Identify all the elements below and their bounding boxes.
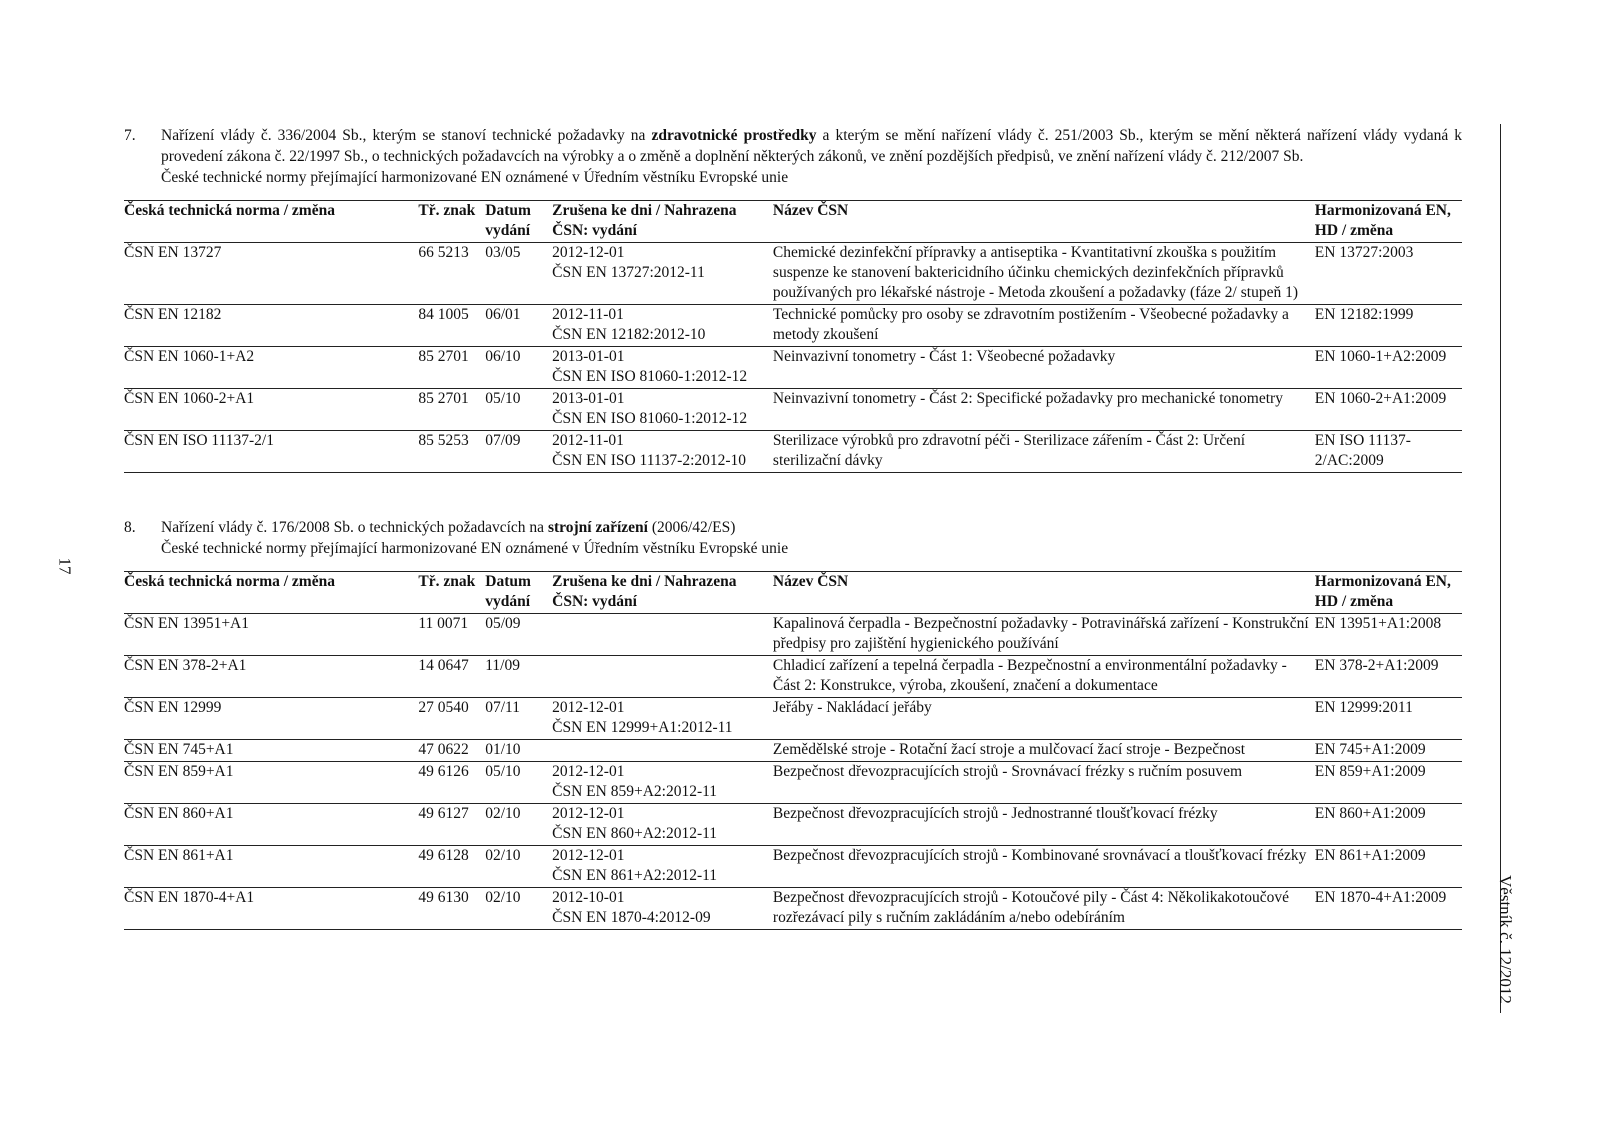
table-row xyxy=(124,614,1462,656)
cell-trida: 85 2701 xyxy=(418,390,469,407)
cell-harmonizovana: EN 1060-2+A1:2009 xyxy=(1314,390,1447,407)
section-subline: České technické normy přejímající harmonizované EN oznámené v Úředním věstníku Evropské unie xyxy=(161,540,789,557)
cell-norma: ČSN EN 859+A1 xyxy=(124,763,234,780)
cell-trida: 14 0647 xyxy=(418,657,469,674)
zrusena-date: 2012-12-01 xyxy=(552,244,625,261)
cell-harmonizovana: EN ISO 11137-2/AC:2009 xyxy=(1314,432,1411,469)
cell-datum: 06/01 xyxy=(485,306,521,323)
column-header-harm: Harmonizovaná EN, HD / změna xyxy=(1314,202,1451,239)
section-heading xyxy=(124,517,1462,559)
cell-zrusena xyxy=(552,888,773,930)
nahrazena-norm: ČSN EN 13727:2012-11 xyxy=(552,264,705,281)
column-header-zrusena: Zrušena ke dni / Nahrazena ČSN: vydání xyxy=(552,202,737,239)
zrusena-date: 2012-12-01 xyxy=(552,847,625,864)
cell-trida: 47 0622 xyxy=(418,741,469,758)
zrusena-date: 2012-12-01 xyxy=(552,805,625,822)
journal-title: Věstník č. 12/2012 xyxy=(1496,875,1515,1004)
table-row xyxy=(124,347,1462,389)
title-rest: (2006/42/ES) xyxy=(647,519,736,536)
page-number: 17 xyxy=(55,557,75,575)
cell-datum: 07/09 xyxy=(485,432,521,449)
table-row xyxy=(124,804,1462,846)
cell-zrusena xyxy=(552,804,773,846)
cell-zrusena xyxy=(552,305,773,347)
zrusena-date: 2012-12-01 xyxy=(552,763,625,780)
cell-nazev: Jeřáby - Nakládací jeřáby xyxy=(772,699,932,716)
cell-harmonizovana: EN 861+A1:2009 xyxy=(1314,847,1426,864)
zrusena-date: 2012-11-01 xyxy=(552,306,624,323)
cell-nazev: Neinvazivní tonometry - Část 1: Všeobecné požadavky xyxy=(772,348,1116,365)
cell-datum: 02/10 xyxy=(485,847,521,864)
cell-zrusena xyxy=(552,347,773,389)
cell-datum: 03/05 xyxy=(485,244,521,261)
cell-zrusena xyxy=(552,614,773,656)
table-row xyxy=(124,431,1462,473)
cell-nazev: Bezpečnost dřevozpracujících strojů - Srovnávací frézky s ručním posuvem xyxy=(772,763,1243,780)
zrusena-date: 2012-12-01 xyxy=(552,699,625,716)
cell-norma: ČSN EN 861+A1 xyxy=(124,847,234,864)
cell-datum: 02/10 xyxy=(485,889,521,906)
cell-harmonizovana: EN 1060-1+A2:2009 xyxy=(1314,348,1447,365)
cell-harmonizovana: EN 12999:2011 xyxy=(1314,699,1413,716)
cell-nazev: Bezpečnost dřevozpracujících strojů - Jednostranné tloušťkovací frézky xyxy=(772,805,1218,822)
cell-norma: ČSN EN 13951+A1 xyxy=(124,615,249,632)
cell-harmonizovana: EN 1870-4+A1:2009 xyxy=(1314,889,1447,906)
cell-nazev: Neinvazivní tonometry - Část 2: Specifické požadavky pro mechanické tonometry xyxy=(772,390,1283,407)
cell-datum: 07/11 xyxy=(485,699,520,716)
cell-trida: 49 6130 xyxy=(418,889,469,906)
title-lead: Nařízení vlády č. 176/2008 Sb. o technických požadavcích na xyxy=(161,519,548,536)
nahrazena-norm: ČSN EN ISO 81060-1:2012-12 xyxy=(552,368,748,385)
column-header-norma: Česká technická norma / změna xyxy=(124,202,335,219)
cell-harmonizovana: EN 745+A1:2009 xyxy=(1314,741,1426,758)
cell-norma: ČSN EN 1870-4+A1 xyxy=(124,889,255,906)
cell-nazev: Zemědělské stroje - Rotační žací stroje a mulčovací žací stroje - Bezpečnost xyxy=(772,741,1246,758)
table-row xyxy=(124,243,1462,305)
cell-harmonizovana: EN 13951+A1:2008 xyxy=(1314,615,1442,632)
cell-trida: 49 6126 xyxy=(418,763,469,780)
table-row xyxy=(124,656,1462,698)
cell-norma: ČSN EN 13727 xyxy=(124,244,222,261)
section-number: 7. xyxy=(124,127,136,144)
section-number: 8. xyxy=(124,519,136,536)
cell-zrusena xyxy=(552,243,773,305)
column-header-datum: Datum vydání xyxy=(485,573,531,610)
cell-nazev: Kapalinová čerpadla - Bezpečnostní požadavky - Potravinářská zařízení - Konstrukční předpisy pro zajištění hygienického používání xyxy=(772,615,1309,652)
section-title xyxy=(161,517,1462,559)
cell-trida: 49 6127 xyxy=(418,805,469,822)
nahrazena-norm: ČSN EN 12999+A1:2012-11 xyxy=(552,719,733,736)
standards-table xyxy=(124,571,1462,930)
cell-norma: ČSN EN 378-2+A1 xyxy=(124,657,247,674)
section-title xyxy=(161,125,1462,188)
column-header-nazev: Název ČSN xyxy=(772,202,849,219)
cell-norma: ČSN EN ISO 11137-2/1 xyxy=(124,432,274,449)
table-header xyxy=(124,572,1462,614)
column-header-nazev: Název ČSN xyxy=(772,573,849,590)
column-header-norma: Česká technická norma / změna xyxy=(124,573,335,590)
cell-zrusena xyxy=(552,846,773,888)
cell-nazev: Chemické dezinfekční přípravky a antiseptika - Kvantitativní zkouška s použitím suspenze ke stanovení baktericidního účinku chemických dezinfekčních přípravků používaných pro lékařské nástroje - Metoda zkoušení a požadavky (fáze 2/ stupeň 1) xyxy=(772,244,1298,301)
cell-trida: 49 6128 xyxy=(418,847,469,864)
cell-harmonizovana: EN 860+A1:2009 xyxy=(1314,805,1426,822)
cell-norma: ČSN EN 745+A1 xyxy=(124,741,234,758)
cell-norma: ČSN EN 860+A1 xyxy=(124,805,234,822)
cell-datum: 05/09 xyxy=(485,615,521,632)
cell-datum: 05/10 xyxy=(485,390,521,407)
cell-trida: 84 1005 xyxy=(418,306,469,323)
nahrazena-norm: ČSN EN 1870-4:2012-09 xyxy=(552,909,711,926)
table-row xyxy=(124,389,1462,431)
section-8 xyxy=(124,517,1462,930)
zrusena-date: 2012-11-01 xyxy=(552,432,624,449)
title-rest: a kterým se mění nařízení vlády č. 251/2003 Sb., kterým se mění některá nařízení vlády vydaná k provedení zákona č. 22/1997 Sb., o technických požadavcích na výrobky a o změně a doplnění některých zákonů, ve znění pozdějších předpisů, ve znění nařízení vlády č. 212/2007 Sb. xyxy=(161,127,1462,165)
cell-datum: 11/09 xyxy=(485,657,520,674)
cell-nazev: Bezpečnost dřevozpracujících strojů - Kombinované srovnávací a tloušťkovací frézky xyxy=(772,847,1307,864)
zrusena-date: 2012-10-01 xyxy=(552,889,625,906)
cell-trida: 66 5213 xyxy=(418,244,469,261)
cell-datum: 02/10 xyxy=(485,805,521,822)
cell-nazev: Chladicí zařízení a tepelná čerpadla - Bezpečnostní a environmentální požadavky - Část 2: Konstrukce, výroba, zkoušení, značení a dokumentace xyxy=(772,657,1287,694)
cell-zrusena xyxy=(552,431,773,473)
table-row xyxy=(124,305,1462,347)
table-row xyxy=(124,740,1462,762)
column-header-tr: Tř. znak xyxy=(418,573,476,590)
nahrazena-norm: ČSN EN 861+A2:2012-11 xyxy=(552,867,718,884)
cell-nazev: Technické pomůcky pro osoby se zdravotním postižením - Všeobecné požadavky a metody zkoušení xyxy=(772,306,1289,343)
table-row xyxy=(124,762,1462,804)
cell-datum: 05/10 xyxy=(485,763,521,780)
nahrazena-norm: ČSN EN 859+A2:2012-11 xyxy=(552,783,718,800)
cell-harmonizovana: EN 859+A1:2009 xyxy=(1314,763,1426,780)
section-subline: České technické normy přejímající harmonizované EN oznámené v Úředním věstníku Evropské unie xyxy=(161,169,789,186)
title-subject: zdravotnické prostředky xyxy=(651,127,817,144)
zrusena-date: 2013-01-01 xyxy=(552,390,625,407)
cell-datum: 06/10 xyxy=(485,348,521,365)
column-header-datum: Datum vydání xyxy=(485,202,531,239)
cell-datum: 01/10 xyxy=(485,741,521,758)
cell-harmonizovana: EN 378-2+A1:2009 xyxy=(1314,657,1439,674)
cell-nazev: Bezpečnost dřevozpracujících strojů - Kotoučové pily - Část 4: Několikakotoučové rozřezávací pily s ručním zakládáním a/nebo odebíráním xyxy=(772,889,1289,926)
nahrazena-norm: ČSN EN ISO 81060-1:2012-12 xyxy=(552,410,748,427)
cell-zrusena xyxy=(552,389,773,431)
cell-norma: ČSN EN 12182 xyxy=(124,306,222,323)
table-row xyxy=(124,846,1462,888)
title-subject: strojní zařízení xyxy=(547,519,648,536)
cell-zrusena xyxy=(552,740,773,762)
cell-harmonizovana: EN 12182:1999 xyxy=(1314,306,1414,323)
cell-trida: 27 0540 xyxy=(418,699,469,716)
nahrazena-norm: ČSN EN 860+A2:2012-11 xyxy=(552,825,718,842)
cell-nazev: Sterilizace výrobků pro zdravotní péči - Sterilizace zářením - Část 2: Určení sterilizační dávky xyxy=(772,432,1246,469)
column-header-zrusena: Zrušena ke dni / Nahrazena ČSN: vydání xyxy=(552,573,737,610)
table-row xyxy=(124,888,1462,930)
cell-harmonizovana: EN 13727:2003 xyxy=(1314,244,1414,261)
column-header-harm: Harmonizovaná EN, HD / změna xyxy=(1314,573,1451,610)
cell-norma: ČSN EN 12999 xyxy=(124,699,222,716)
cell-zrusena xyxy=(552,698,773,740)
standards-table xyxy=(124,200,1462,473)
cell-zrusena xyxy=(552,762,773,804)
cell-zrusena xyxy=(552,656,773,698)
cell-norma: ČSN EN 1060-1+A2 xyxy=(124,348,255,365)
section-heading xyxy=(124,125,1462,188)
title-lead: Nařízení vlády č. 336/2004 Sb., kterým se stanoví technické požadavky na xyxy=(161,127,652,144)
table-header xyxy=(124,201,1462,243)
cell-trida: 85 2701 xyxy=(418,348,469,365)
cell-trida: 11 0071 xyxy=(418,615,469,632)
table-row xyxy=(124,698,1462,740)
column-header-tr: Tř. znak xyxy=(418,202,476,219)
nahrazena-norm: ČSN EN ISO 11137-2:2012-10 xyxy=(552,452,747,469)
zrusena-date: 2013-01-01 xyxy=(552,348,625,365)
cell-norma: ČSN EN 1060-2+A1 xyxy=(124,390,255,407)
cell-trida: 85 5253 xyxy=(418,432,469,449)
nahrazena-norm: ČSN EN 12182:2012-10 xyxy=(552,326,706,343)
section-7 xyxy=(124,125,1462,473)
